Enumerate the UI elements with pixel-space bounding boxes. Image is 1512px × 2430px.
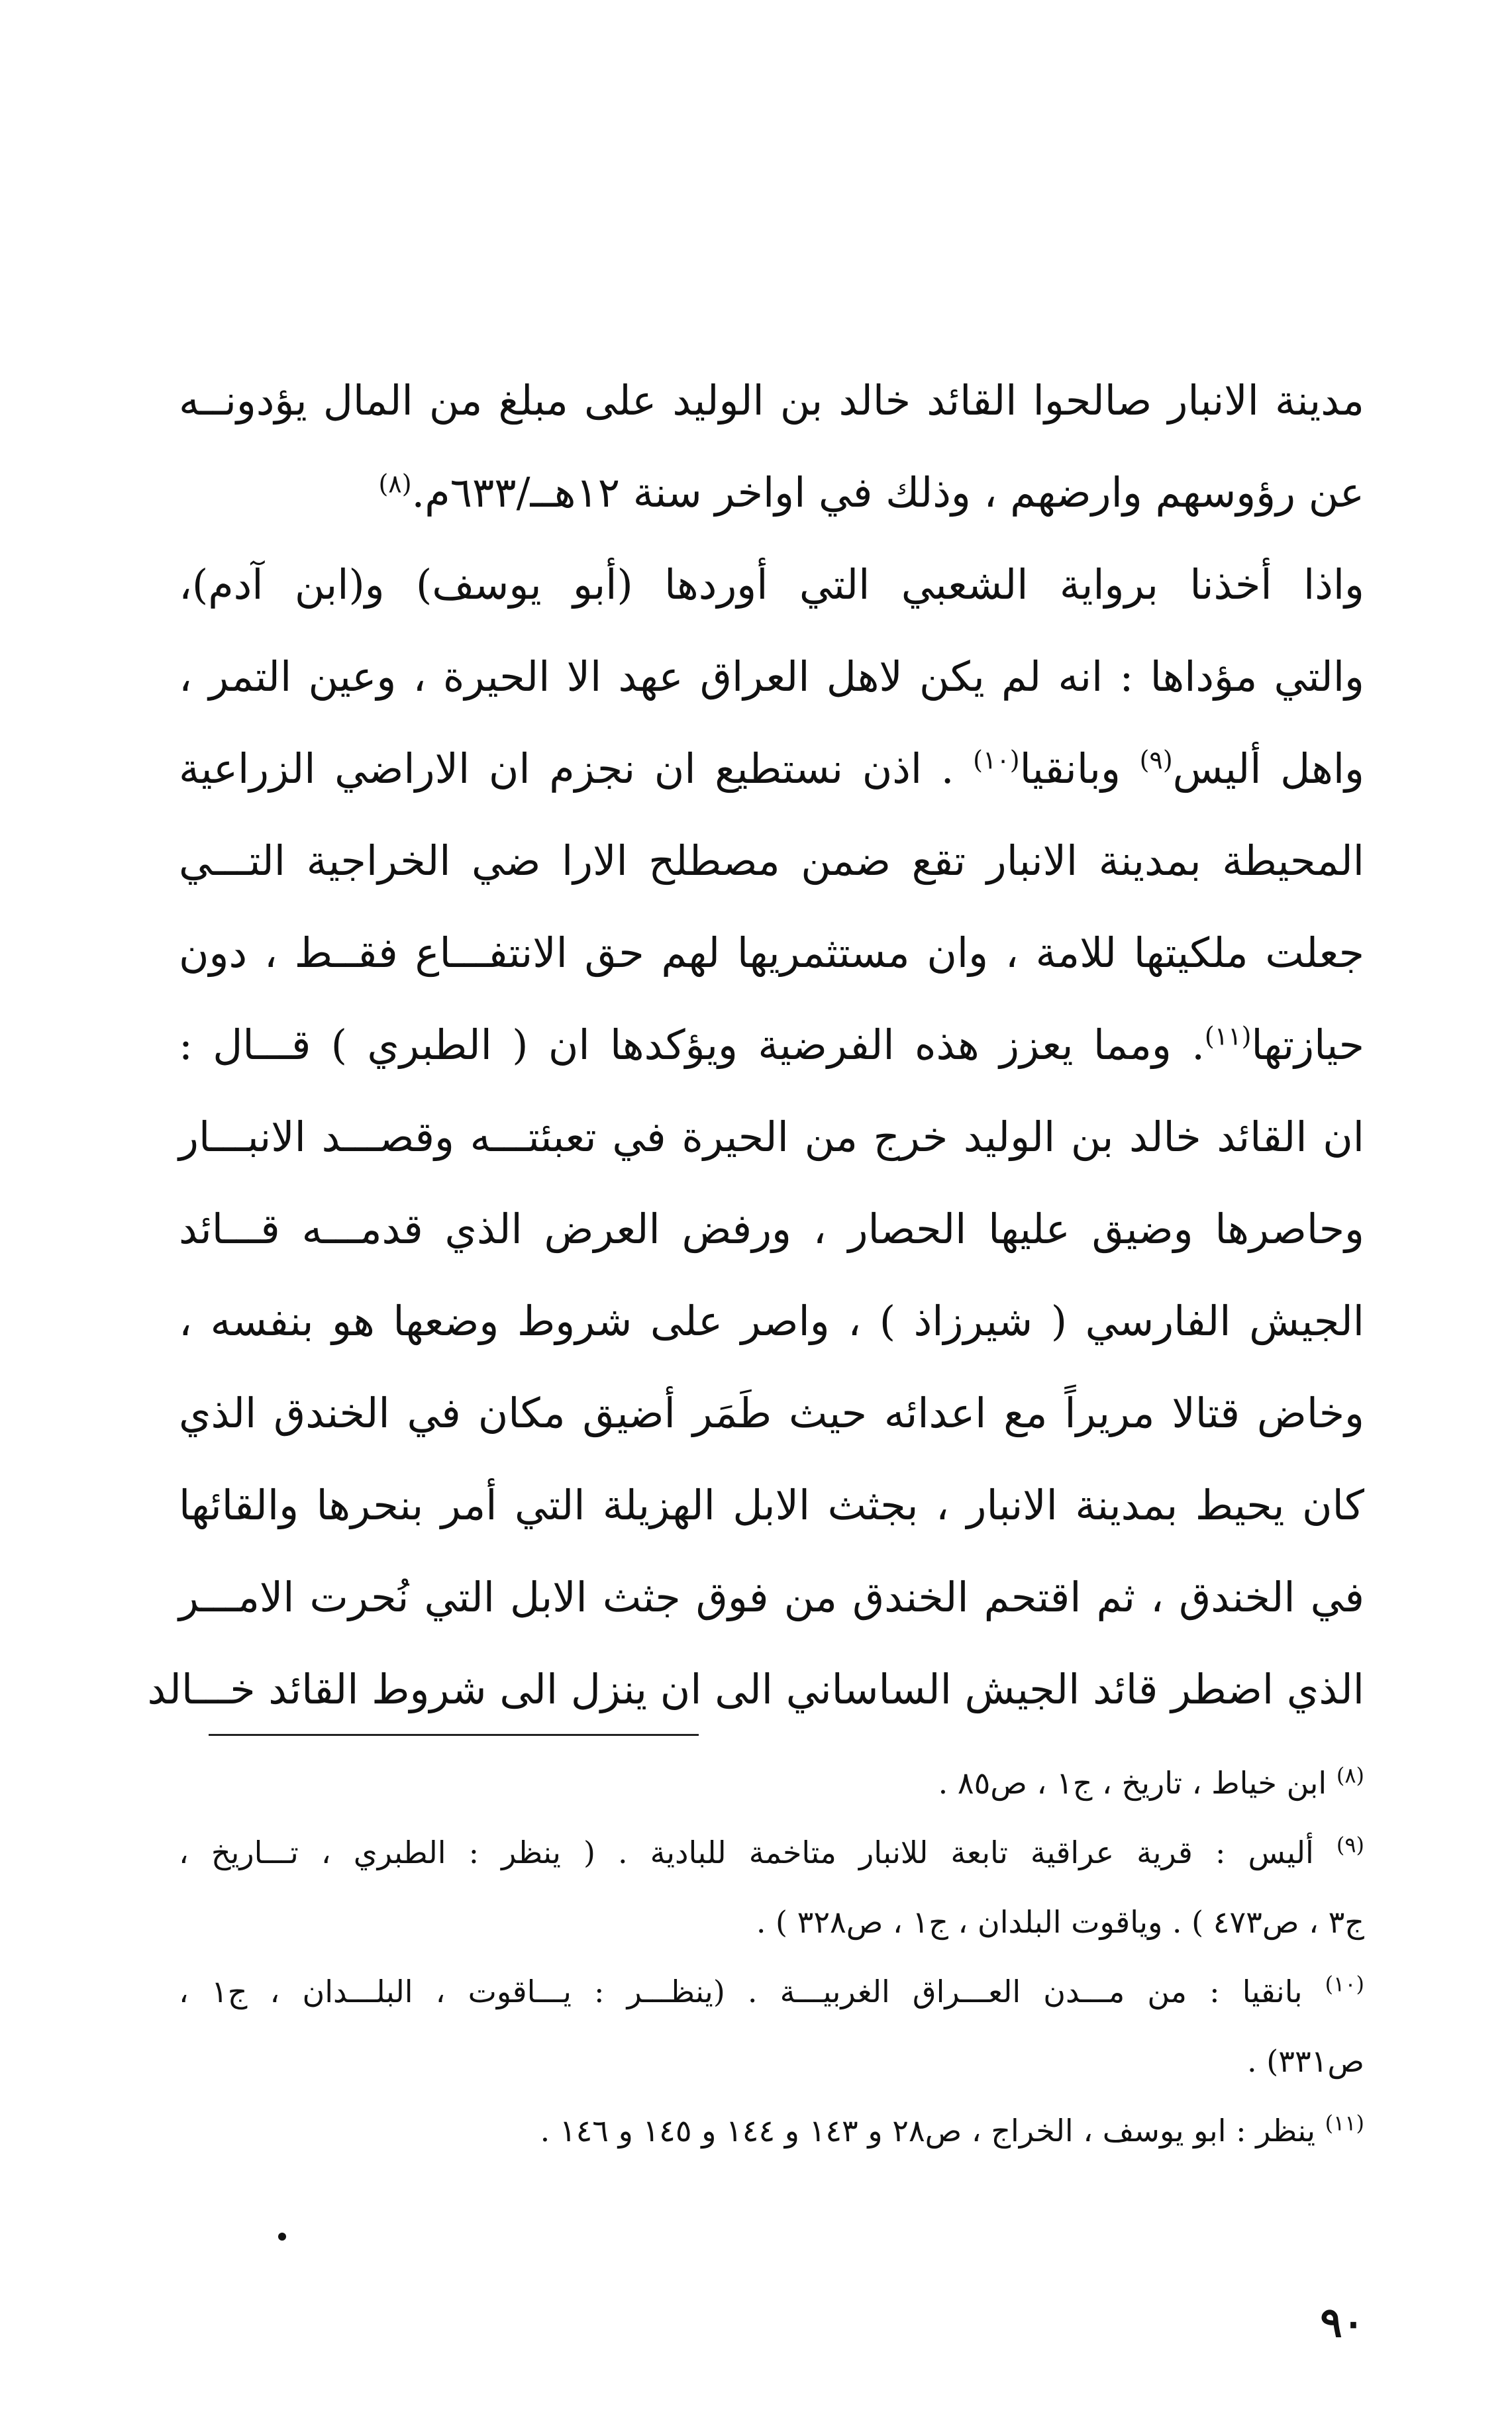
text-line-1-content: مدينة الانبار صالحوا القائد خالد بن الوليد على مبلغ من المال يؤدونــه: [179, 376, 1364, 425]
footnote-11: [179, 2096, 1364, 2166]
ink-dot: [278, 2233, 286, 2241]
footnote-11-number: (١١): [1325, 2110, 1364, 2136]
text-line-3-content: واذا أخذنا برواية الشعبي التي أوردها (أبو يوسف) و(ابن آدم)،: [179, 560, 1364, 609]
footnote-9-continued-text: ج٣ ، ص٤٧٣ ) . وياقوت البلدان ، ج١ ، ص٣٢٨ ) .: [756, 1904, 1364, 1940]
footnote-ref-8[interactable]: (٨): [378, 469, 412, 499]
text-line-8: [179, 999, 1364, 1091]
footnotes-block: [179, 1748, 1364, 2166]
text-line-5-part-1: واهل أليس: [1172, 744, 1364, 793]
text-line-5: [179, 723, 1364, 815]
footnote-8-text: ابن خياط ، تاريخ ، ج١ ، ص٨٥ .: [938, 1765, 1336, 1801]
footnote-9: [179, 1818, 1364, 1888]
footnote-10-number: (١٠): [1325, 1971, 1365, 1997]
text-line-1: [179, 354, 1364, 446]
text-line-14: [179, 1551, 1364, 1643]
footnote-ref-10[interactable]: (١٠): [973, 745, 1020, 775]
text-line-8-part-1: حيازتها: [1251, 1021, 1364, 1069]
footnote-10-continued-text: ص٣٣١) .: [1247, 2043, 1364, 2079]
footnote-8: [179, 1748, 1364, 1818]
text-line-12-content: وخاض قتالا مريراً مع اعدائه حيث طَمَر أضيق مكان في الخندق الذي: [179, 1389, 1364, 1437]
text-line-2: [179, 446, 1364, 538]
text-line-9-content: ان القائد خالد بن الوليد خرج من الحيرة في تعبئتـــه وقصـــد الانبـــار: [179, 1113, 1364, 1161]
footnote-separator: [209, 1734, 699, 1736]
footnote-ref-11[interactable]: (١١): [1204, 1021, 1252, 1051]
text-line-7: [179, 907, 1364, 999]
footnote-10: [179, 1957, 1364, 2027]
page-number: ٩٠: [1320, 2298, 1364, 2347]
footnote-10-text: بانقيا : من مـــدن العـــراق الغربيـــة . (ينظـــر : يـــاقوت ، البلـــدان ، ج١ ،: [179, 1974, 1325, 2009]
text-line-3: [179, 538, 1364, 631]
text-line-5-part-2: وبانقيا: [1019, 744, 1140, 793]
text-line-11-content: الجيش الفارسي ( شيرزاذ ) ، واصر على شروط وضعها هو بنفسه ،: [179, 1297, 1364, 1345]
text-line-5-part-3: . اذن نستطيع ان نجزم ان الاراضي الزراعية: [179, 744, 974, 793]
text-line-10: [179, 1183, 1364, 1275]
footnote-11-text: ينظر : ابو يوسف ، الخراج ، ص٢٨ و ١٤٣ و ١٤٤ و ١٤٥ و ١٤٦ .: [540, 2113, 1325, 2149]
text-line-6: [179, 815, 1364, 907]
text-line-4: [179, 631, 1364, 723]
text-line-8-part-2: . ومما يعزز هذه الفرضية ويؤكدها ان ( الطبري ) قـــال :: [179, 1021, 1205, 1069]
text-line-15: [147, 1643, 1364, 1735]
text-line-6-content: المحيطة بمدينة الانبار تقع ضمن مصطلح الارا ضي الخراجية التـــي: [179, 836, 1364, 885]
text-line-13-content: كان يحيط بمدينة الانبار ، بجثث الابل الهزيلة التي أمر بنحرها والقائها: [179, 1481, 1364, 1529]
text-line-9: [179, 1091, 1364, 1183]
text-line-4-content: والتي مؤداها : انه لم يكن لاهل العراق عهد الا الحيرة ، وعين التمر ،: [179, 652, 1364, 701]
footnote-9-continued: [179, 1888, 1364, 1957]
text-line-14-content: في الخندق ، ثم اقتحم الخندق من فوق جثث الابل التي نُحرت الامـــر: [179, 1573, 1364, 1621]
text-line-15-content: الذي اضطر قائد الجيش الساساني الى ان ينزل الى شروط القائد خـــالد: [147, 1665, 1364, 1713]
footnote-ref-9[interactable]: (٩): [1139, 745, 1173, 775]
footnote-9-number: (٩): [1336, 1832, 1364, 1858]
footnote-10-continued: [179, 2027, 1364, 2096]
footnote-9-text: أليس : قرية عراقية تابعة للانبار متاخمة للبادية . ( ينظر : الطبري ، تـــاريخ ،: [179, 1835, 1336, 1870]
text-line-11: [179, 1275, 1364, 1367]
text-line-7-content: جعلت ملكيتها للامة ، وان مستثمريها لهم حق الانتفـــاع فقــط ، دون: [179, 929, 1364, 977]
footnote-8-number: (٨): [1336, 1762, 1364, 1788]
main-text-block: [147, 354, 1364, 1735]
text-line-2-content: عن رؤوسهم وارضهم ، وذلك في اواخر سنة ١٢هــ/٦٣٣م.: [411, 468, 1364, 517]
text-line-12: [179, 1367, 1364, 1459]
text-line-13: [179, 1459, 1364, 1551]
text-line-10-content: وحاصرها وضيق عليها الحصار ، ورفض العرض الذي قدمـــه قـــائد: [179, 1205, 1364, 1253]
